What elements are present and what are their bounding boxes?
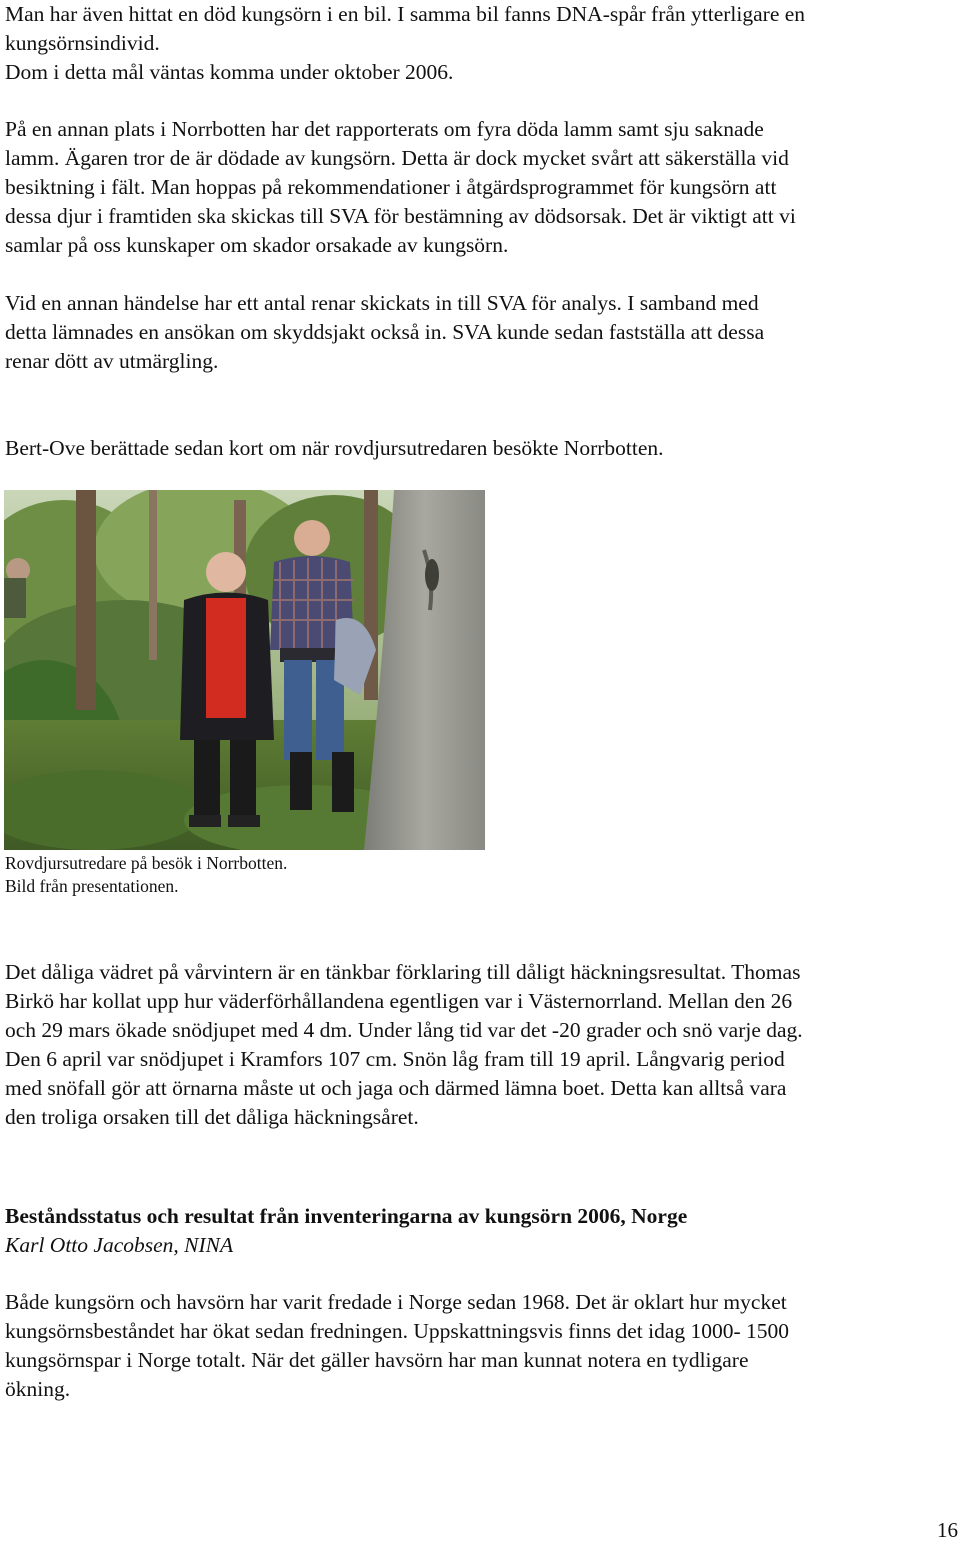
paragraph-1-line-2: kungsörnsindivid.	[5, 31, 160, 55]
paragraph-3-line-1: Vid en annan händelse har ett antal renar skickats in till SVA för analys. I samband med	[5, 291, 759, 315]
paragraph-3-line-3: renar dött av utmärgling.	[5, 349, 219, 373]
paragraph-2-line-1: På en annan plats i Norrbotten har det rapporterats om fyra döda lamm samt sju saknade	[5, 117, 764, 141]
page-number: 16	[937, 1518, 958, 1542]
section-author: Karl Otto Jacobsen, NINA	[5, 1233, 234, 1257]
paragraph-6-line-3: kungsörnspar i Norge totalt. När det gäller havsörn har man kunnat notera en tydligare	[5, 1348, 749, 1372]
forest-photo	[4, 490, 485, 850]
paragraph-6-line-2: kungsörnsbeståndet har ökat sedan fredningen. Uppskattningsvis finns det idag 1000- 1500	[5, 1319, 790, 1343]
paragraph-2-line-4: dessa djur i framtiden ska skickas till SVA för bestämning av dödsorsak. Det är viktigt att vi	[5, 204, 796, 228]
paragraph-6-line-1: Både kungsörn och havsörn har varit fredade i Norge sedan 1968. Det är oklart hur mycket	[5, 1290, 787, 1314]
paragraph-5-line-3: och 29 mars ökade snödjupet med 4 dm. Under lång tid var det -20 grader och snö varje dag.	[5, 1018, 803, 1042]
paragraph-5-line-4: Den 6 april var snödjupet i Kramfors 107 cm. Snön låg fram till 19 april. Långvarig period	[5, 1047, 785, 1071]
paragraph-2-line-5: samlar på oss kunskaper om skador orsakade av kungsörn.	[5, 233, 509, 257]
paragraph-1-line-3: Dom i detta mål väntas komma under oktober 2006.	[5, 60, 454, 84]
paragraph-5-line-1: Det dåliga vädret på vårvintern är en tänkbar förklaring till dåligt häckningsresultat. Thomas	[5, 960, 801, 984]
paragraph-5-line-5: med snöfall gör att örnarna måste ut och jaga och därmed lämna boet. Detta kan alltså vara	[5, 1076, 787, 1100]
paragraph-2-line-2: lamm. Ägaren tror de är dödade av kungsörn. Detta är dock mycket svårt att säkerställa vid	[5, 146, 789, 170]
paragraph-4-line-1: Bert-Ove berättade sedan kort om när rovdjursutredaren besökte Norrbotten.	[5, 436, 664, 460]
paragraph-1-line-1: Man har även hittat en död kungsörn i en bil. I samma bil fanns DNA-spår från ytterligare en	[5, 2, 806, 26]
paragraph-5-line-6: den troliga orsaken till det dåliga häckningsåret.	[5, 1105, 419, 1129]
section-heading: Beståndsstatus och resultat från inventeringarna av kungsörn 2006, Norge	[5, 1204, 688, 1228]
paragraph-2-line-3: besiktning i fält. Man hoppas på rekommendationer i åtgärdsprogrammet för kungsörn att	[5, 175, 777, 199]
photo-caption-line-1: Rovdjursutredare på besök i Norrbotten.	[5, 853, 288, 873]
paragraph-5-line-2: Birkö har kollat upp hur väderförhållandena egentligen var i Västernorrland. Mellan den 26	[5, 989, 793, 1013]
paragraph-3-line-2: detta lämnades en ansökan om skyddsjakt också in. SVA kunde sedan fastställa att dessa	[5, 320, 765, 344]
photo-caption-line-2: Bild från presentationen.	[5, 876, 179, 896]
paragraph-6-line-4: ökning.	[5, 1377, 71, 1401]
